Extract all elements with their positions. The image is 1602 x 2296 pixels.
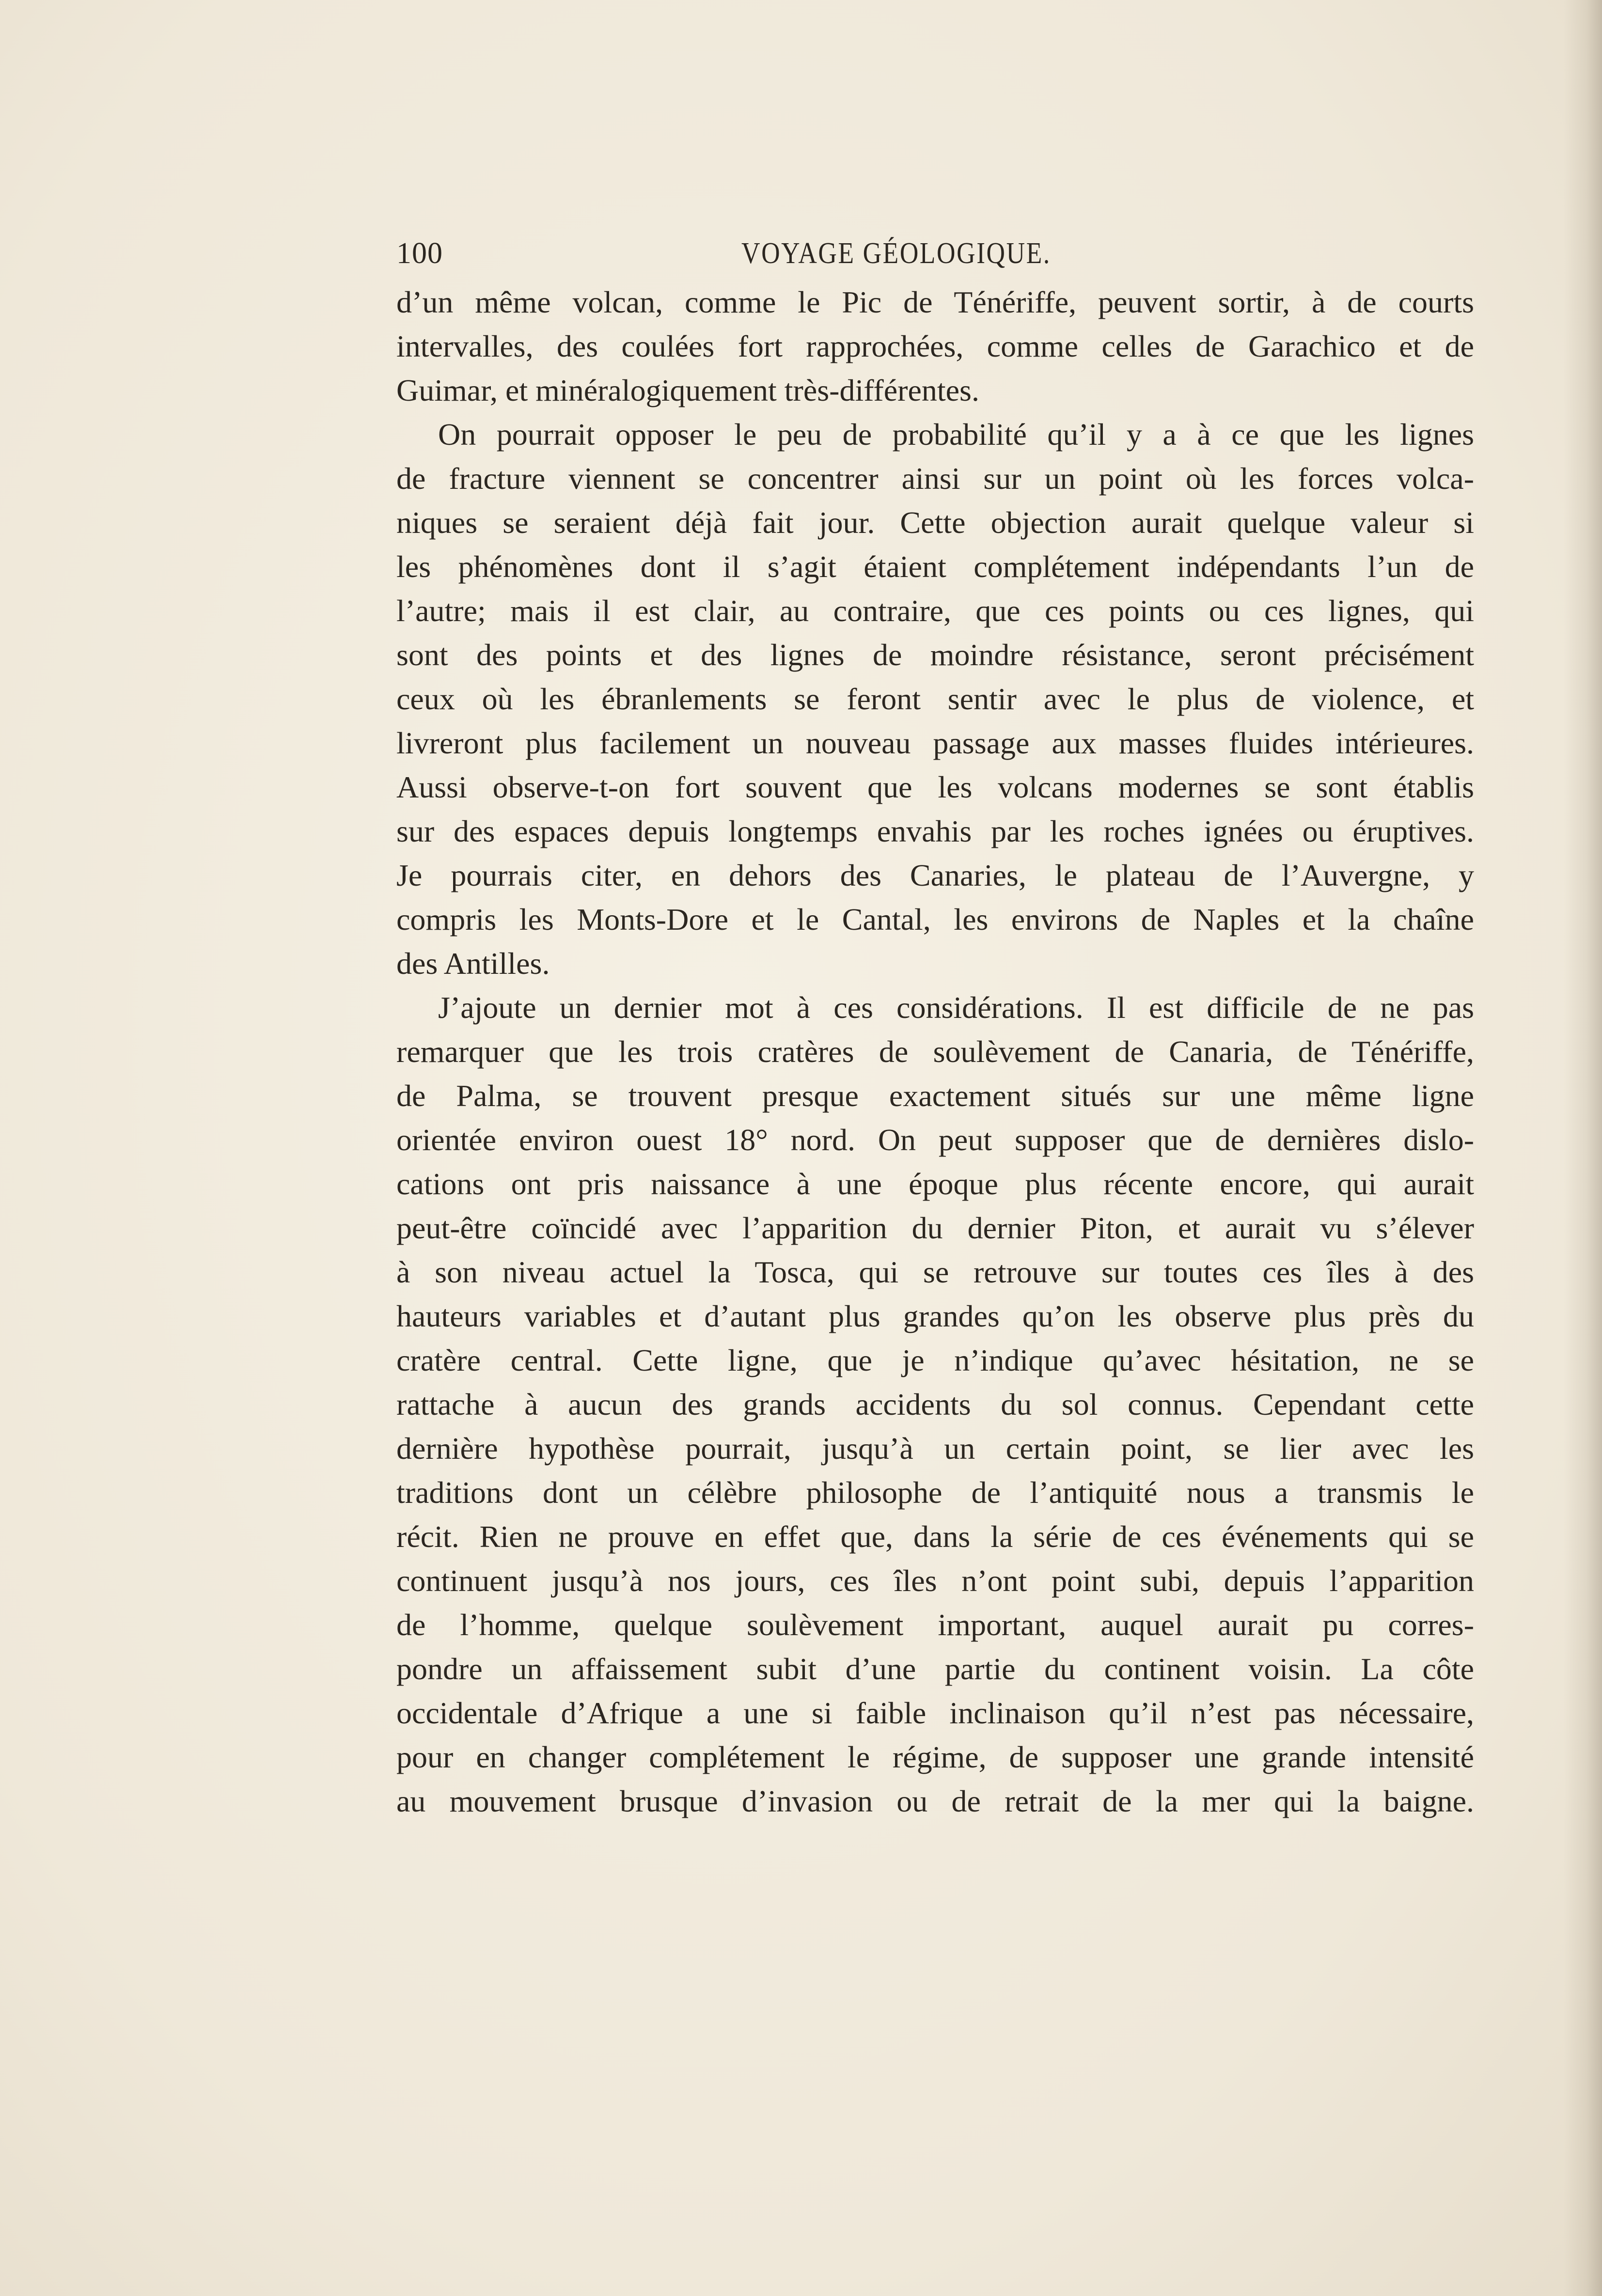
text-line: intervalles, des coulées fort rapprochées, comme celles de Garachico et de: [396, 329, 1474, 363]
text-line: traditions dont un célèbre philosophe de l’antiquité nous a transmis le: [396, 1475, 1474, 1510]
page-header: [396, 232, 1099, 275]
text-line: à son niveau actuel la Tosca, qui se retrouve sur toutes ces îles à des: [396, 1255, 1474, 1289]
text-line: d’un même volcan, comme le Pic de Ténériffe, peuvent sortir, à de courts: [396, 285, 1474, 319]
text-line: de Palma, se trouvent presque exactement situés sur une même ligne: [396, 1078, 1474, 1113]
text-line: récit. Rien ne prouve en effet que, dans la série de ces événements qui se: [396, 1519, 1474, 1554]
text-line: les phénomènes dont il s’agit étaient complétement indépendants l’un de: [396, 549, 1474, 584]
text-line: livreront plus facilement un nouveau passage aux masses fluides intérieures.: [396, 726, 1474, 760]
text-line: ceux où les ébranlements se feront sentir avec le plus de violence, et: [396, 682, 1474, 716]
text-line: cations ont pris naissance à une époque plus récente encore, qui aurait: [396, 1167, 1474, 1201]
text-line: hauteurs variables et d’autant plus grandes qu’on les observe plus près du: [396, 1299, 1474, 1333]
page-number: 100: [396, 237, 443, 270]
text-line: des Antilles.: [396, 946, 550, 981]
text-line: compris les Monts-Dore et le Cantal, les environs de Naples et la chaîne: [396, 902, 1474, 937]
text-line: de l’homme, quelque soulèvement important, auquel aurait pu corres-: [396, 1608, 1474, 1642]
text-line: peut-être coïncidé avec l’apparition du dernier Piton, et aurait vu s’élever: [396, 1211, 1474, 1245]
page-edge-shadow: [1563, 0, 1602, 2296]
text-line: Guimar, et minéralogiquement très-différentes.: [396, 373, 979, 407]
text-line: On pourrait opposer le peu de probabilité qu’il y a à ce que les lignes: [438, 417, 1474, 452]
text-line: niques se seraient déjà fait jour. Cette objection aurait quelque valeur si: [396, 505, 1474, 540]
text-line: remarquer que les trois cratères de soulèvement de Canaria, de Ténériffe,: [396, 1034, 1474, 1069]
text-line: Aussi observe-t-on fort souvent que les volcans modernes se sont établis: [396, 770, 1474, 804]
text-line: continuent jusqu’à nos jours, ces îles n’ont point subi, depuis l’apparition: [396, 1563, 1474, 1598]
text-line: de fracture viennent se concentrer ainsi sur un point où les forces volca-: [396, 461, 1474, 496]
text-line: l’autre; mais il est clair, au contraire, que ces points ou ces lignes, qui: [396, 594, 1474, 628]
text-line: sur des espaces depuis longtemps envahis par les roches ignées ou éruptives.: [396, 814, 1474, 848]
text-line: J’ajoute un dernier mot à ces considérations. Il est difficile de ne pas: [438, 990, 1474, 1025]
text-line: pour en changer complétement le régime, de supposer une grande intensité: [396, 1740, 1474, 1774]
text-line: dernière hypothèse pourrait, jusqu’à un certain point, se lier avec les: [396, 1431, 1474, 1466]
text-line: rattache à aucun des grands accidents du sol connus. Cependant cette: [396, 1387, 1474, 1421]
text-line: occidentale d’Afrique a une si faible inclinaison qu’il n’est pas nécessaire,: [396, 1696, 1474, 1730]
text-line: pondre un affaissement subit d’une partie du continent voisin. La côte: [396, 1652, 1474, 1686]
text-line: orientée environ ouest 18° nord. On peut supposer que de dernières dislo-: [396, 1123, 1474, 1157]
text-line: cratère central. Cette ligne, que je n’indique qu’avec hésitation, ne se: [396, 1343, 1474, 1377]
text-line: au mouvement brusque d’invasion ou de retrait de la mer qui la baigne.: [396, 1784, 1474, 1818]
body-text: [396, 280, 1474, 1823]
text-line: Je pourrais citer, en dehors des Canaries, le plateau de l’Auvergne, y: [396, 858, 1474, 892]
text-line: sont des points et des lignes de moindre résistance, seront précisément: [396, 638, 1474, 672]
running-head: VOYAGE GÉOLOGIQUE.: [741, 237, 1051, 270]
